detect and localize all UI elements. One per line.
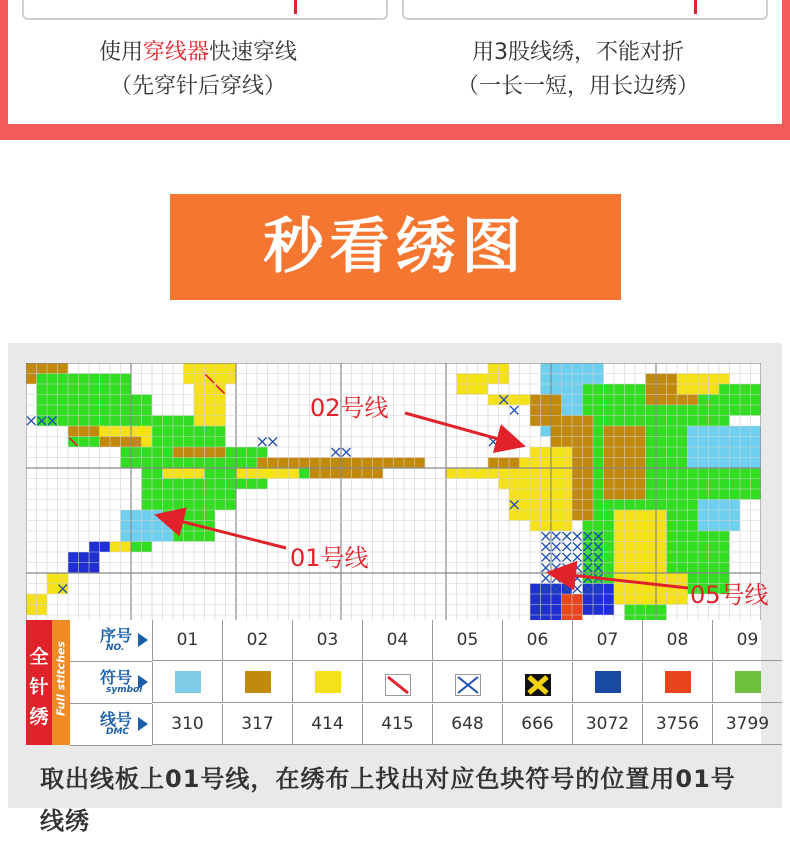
legend-no-06: 06 [502,620,572,661]
row-header-symbol: 符号 symbol [70,662,152,704]
legend-no-07: 07 [572,620,642,661]
legend-no-03: 03 [292,620,362,661]
legend-symbol-03 [292,662,362,703]
legend-symbol-04 [362,662,432,703]
arrow-01 [160,516,286,548]
arrow-02 [405,413,520,445]
dark-blue-square-icon [595,671,621,693]
full-stitch-label: 全 针 绣 [26,620,52,745]
callout-02: 02号线 [310,394,389,422]
thread-legend [26,620,770,745]
callout-05: 05号线 [690,581,769,609]
strands-caption: 用3股线绣，不能对折 （一长一短，用长边绣） [456,40,699,99]
brown-square-icon [245,671,271,693]
green-square-icon [735,671,761,693]
legend-symbol-02 [222,662,292,703]
legend-symbol-06 [502,662,572,703]
row-header-dmc: 线号 DMC [70,704,152,746]
light-blue-square-icon [175,671,201,693]
legend-no-05: 05 [432,620,502,661]
arrow-05 [552,573,688,588]
row-header-no: 序号 NO. [70,620,152,662]
legend-dmc-05: 648 [432,704,502,745]
legend-no-01: 01 [152,620,222,661]
full-stitch-en-label: Full stitches [52,620,70,745]
legend-no-08: 08 [642,620,712,661]
legend-dmc-07: 3072 [572,704,642,745]
legend-no-02: 02 [222,620,292,661]
legend-dmc-03: 414 [292,704,362,745]
legend-dmc-02: 317 [222,704,292,745]
orange-red-square-icon [665,671,691,693]
instruction-text: 取出线板上01号线，在绣布上找出对应色块符号的位置用01号线绣 [40,765,736,835]
banner-title: 秒看绣图 [263,212,528,282]
legend-symbol-01 [152,662,222,703]
legend-no-04: 04 [362,620,432,661]
yellow-square-icon [315,671,341,693]
threader-caption: 使用穿线器快速穿线 （先穿针后穿线） [98,40,298,99]
red-slash-icon [385,671,411,693]
legend-symbol-05 [432,662,502,703]
legend-dmc-06: 666 [502,704,572,745]
threader-highlight: 穿线器 [142,40,209,65]
callout-01: 01号线 [290,544,369,572]
legend-no-09: 09 [712,620,782,661]
black-yellow-x-icon [525,671,551,693]
legend-symbol-07 [572,662,642,703]
legend-dmc-01: 310 [152,704,222,745]
legend-dmc-09: 3799 [712,704,782,745]
legend-symbol-08 [642,662,712,703]
legend-symbol-09 [712,662,782,703]
legend-dmc-04: 415 [362,704,432,745]
legend-dmc-08: 3756 [642,704,712,745]
blue-cross-icon [455,671,481,693]
